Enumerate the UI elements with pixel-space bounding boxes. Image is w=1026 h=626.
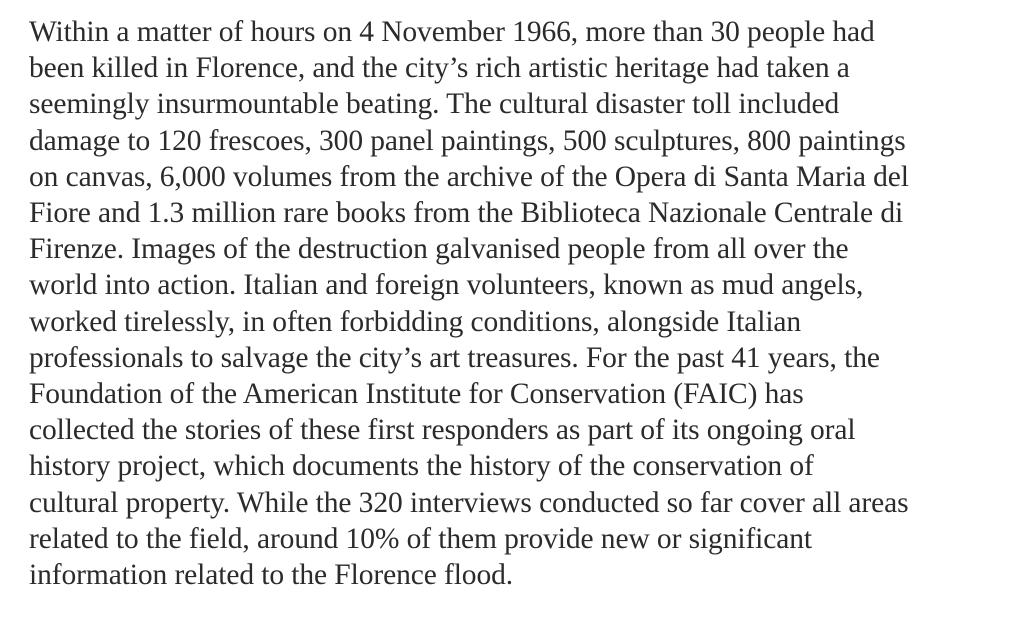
paragraph-line: been killed in Florence, and the city’s rich artistic heritage had taken a xyxy=(29,52,850,85)
paragraph-line: history project, which documents the history of the conservation of xyxy=(29,450,814,483)
paragraph-line: world into action. Italian and foreign volunteers, known as mud angels, xyxy=(29,269,864,302)
paragraph-line: seemingly insurmountable beating. The cultural disaster toll included xyxy=(29,88,840,121)
article-paragraph xyxy=(29,14,1004,593)
paragraph-line: related to the field, around 10% of them provide new or significant xyxy=(29,522,813,555)
paragraph-line: professionals to salvage the city’s art treasures. For the past 41 years, the xyxy=(29,341,880,374)
paragraph-line: damage to 120 frescoes, 300 panel paintings, 500 sculptures, 800 paintings xyxy=(29,124,906,157)
paragraph-line: Fiore and 1.3 million rare books from the Biblioteca Nazionale Centrale di xyxy=(29,197,904,230)
paragraph-line: collected the stories of these first responders as part of its ongoing oral xyxy=(29,414,856,447)
paragraph-line: on canvas, 6,000 volumes from the archive of the Opera di Santa Maria del xyxy=(29,160,909,193)
paragraph-line: Foundation of the American Institute for Conservation (FAIC) has xyxy=(29,378,804,411)
paragraph-line: Within a matter of hours on 4 November 1966, more than 30 people had xyxy=(29,16,875,48)
paragraph-line: worked tirelessly, in often forbidding conditions, alongside Italian xyxy=(29,305,802,338)
paragraph-line: cultural property. While the 320 interviews conducted so far cover all areas xyxy=(29,486,909,519)
paragraph-line: information related to the Florence flood. xyxy=(29,559,514,592)
paragraph-line: Firenze. Images of the destruction galvanised people from all over the xyxy=(29,233,849,266)
